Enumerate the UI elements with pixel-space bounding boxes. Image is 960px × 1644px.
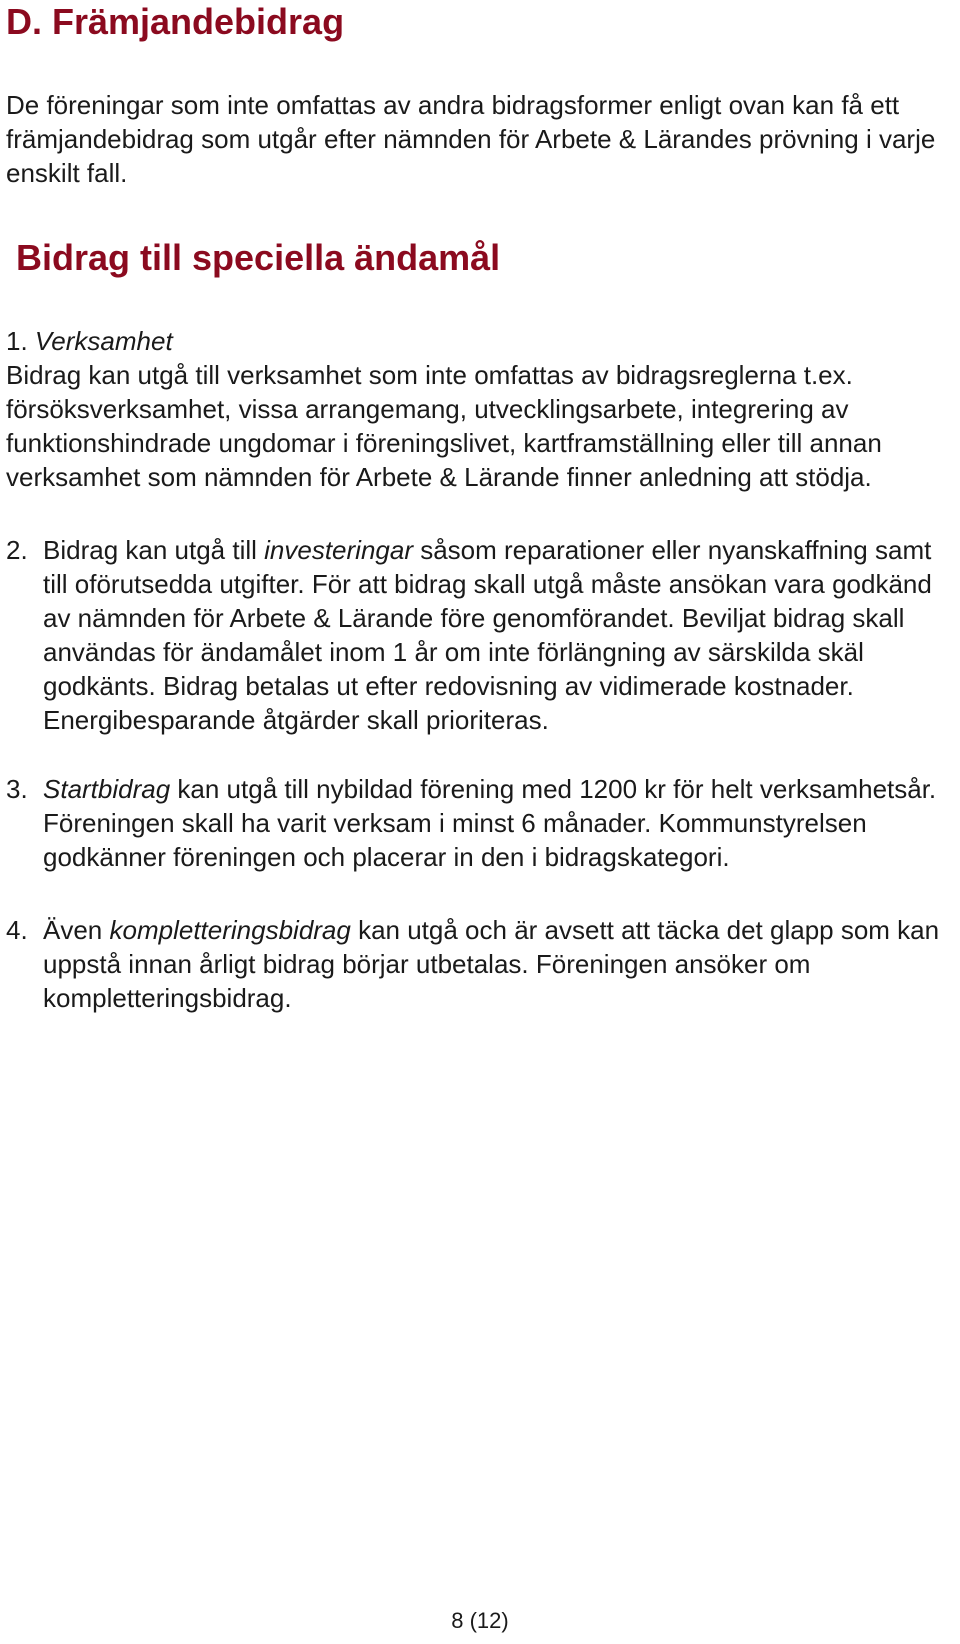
list-item-4-post: kan utgå och är avsett att täcka det glapp som kan uppstå innan årligt bidrag börjar utbetalas. Föreningen ansöker om kompletteringsbidrag. [43, 915, 940, 1013]
list-item-2-emphasis: investeringar [264, 535, 413, 565]
list-item-2-number: 2. [6, 535, 28, 565]
intro-paragraph: De föreningar som inte omfattas av andra bidragsformer enligt ovan kan få ett främjandebidrag som utgår efter nämnden för Arbete & Lärandes prövning i varje enskilt fall. [6, 90, 936, 188]
list-item-2-pre: Bidrag kan utgå till [43, 535, 265, 565]
list-item-3-number: 3. [6, 774, 28, 804]
list-item-1-text: Bidrag kan utgå till verksamhet som inte omfattas av bidragsreglerna t.ex. försöksverksamhet, vissa arrangemang, utvecklingsarbete, integrering av funktionshindrade ungdomar i föreningslivet, kartframställning eller till annan verksamhet som nämnden för Arbete & Lärande finner anledning att stödja. [6, 360, 882, 492]
list-item-3-emphasis: Startbidrag [43, 774, 171, 804]
list-item-3-post: kan utgå till nybildad förening med 1200 kr för helt verksamhetsår. Föreningen skall ha varit verksam i minst 6 månader. Kommunstyrelsen godkänner föreningen och placerar in den i bidragskategori. [43, 774, 937, 872]
list-item-1-title: Verksamhet [34, 326, 173, 356]
section-heading: D. Främjandebidrag [6, 1, 345, 42]
list-item-3 [6, 772, 956, 874]
list-item-1 [6, 324, 956, 494]
list-item-4-number: 4. [6, 915, 28, 945]
list-item-2-post: såsom reparationer eller nyanskaffning samt till oförutsedda utgifter. För att bidrag skall utgå måste ansökan vara godkänd av nämnden för Arbete & Lärande före genomförandet. Beviljat bidrag skall användas för ändamålet inom 1 år om inte förlängning av särskilda skäl godkänts. Bidrag betalas ut efter redovisning av vidimerade kostnader. Energibesparande åtgärder skall prioriteras. [43, 535, 932, 735]
page-number: 8 (12) [451, 1608, 509, 1633]
list-item-4-pre: Även [43, 915, 110, 945]
list-item-4-emphasis: kompletteringsbidrag [109, 915, 351, 945]
list-item-1-number: 1. [6, 326, 28, 356]
list-item-2-text [43, 533, 956, 737]
list-item-1-heading [6, 324, 956, 358]
list-item-2 [6, 533, 956, 737]
list-item-4 [6, 913, 956, 1015]
list-item-3-text [43, 772, 956, 874]
list-item-4-text [43, 913, 956, 1015]
subsection-heading: Bidrag till speciella ändamål [16, 237, 501, 278]
